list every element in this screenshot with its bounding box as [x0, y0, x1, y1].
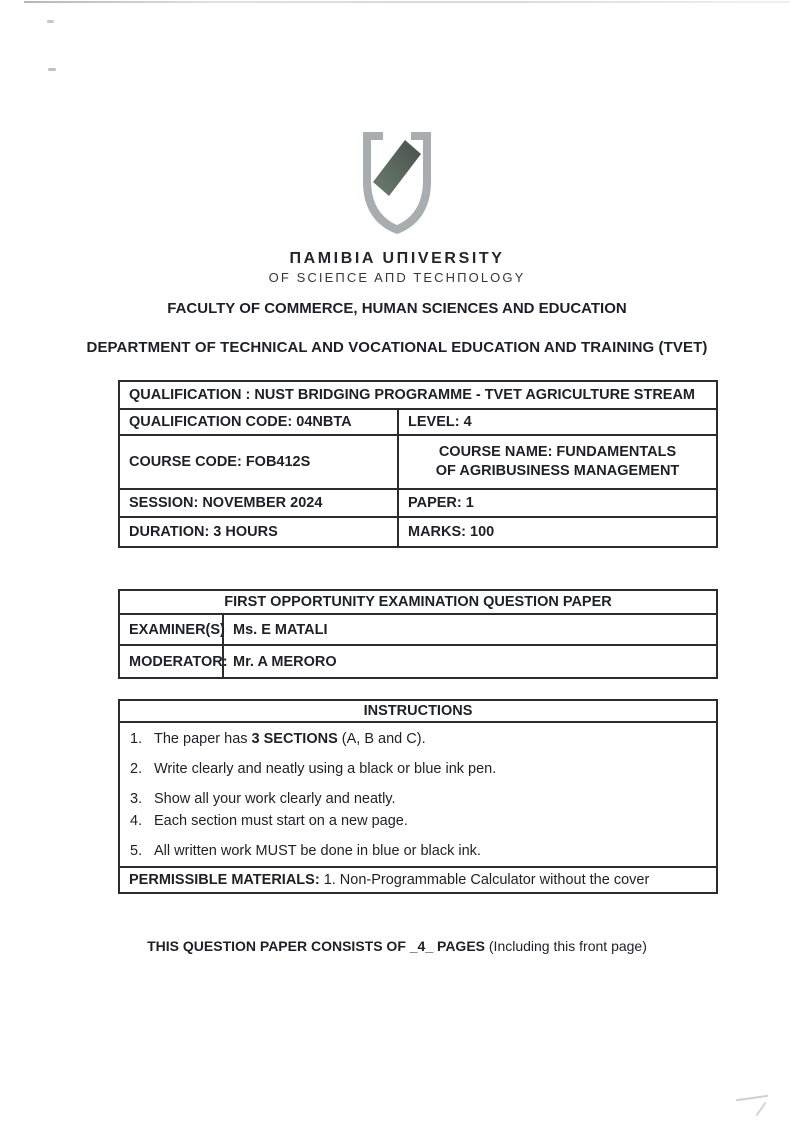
course-name-cell — [399, 436, 716, 488]
university-name: ΠAMIBIA UΠIVERSITY — [289, 250, 505, 267]
course-details-table — [118, 380, 718, 548]
item-text: Write clearly and neatly using a black or blue ink pen. — [154, 761, 497, 777]
paper-cell: PAPER: 1 — [408, 495, 474, 511]
instruction-item — [130, 841, 706, 861]
instruction-item — [130, 789, 706, 809]
table-row — [120, 591, 716, 613]
faculty-heading: FACULTY OF COMMERCE, HUMAN SCIENCES AND EDUCATION — [167, 300, 627, 317]
permissible-materials-row — [120, 866, 716, 892]
item-number: 4. — [130, 813, 143, 829]
scan-artifact-speck — [47, 20, 54, 23]
university-logo-block — [0, 0, 794, 285]
level-cell: LEVEL: 4 — [408, 414, 472, 430]
scan-artifact-top-line — [24, 1, 790, 3]
item-number: 2. — [130, 761, 143, 777]
examiner-label: EXAMINER(S) — [120, 615, 224, 644]
item-text: Show all your work clearly and neatly. — [154, 791, 396, 807]
tables-column — [118, 380, 718, 894]
course-code-cell: COURSE CODE: FOB412S — [120, 436, 399, 488]
qualification-code-cell: QUALIFICATION CODE: 04NBTA — [120, 410, 399, 434]
materials-text: 1. Non-Programmable Calculator without the cover — [323, 872, 650, 888]
moderator-label: MODERATOR: — [120, 646, 224, 677]
instruction-item — [130, 811, 706, 831]
university-shield-icon — [353, 128, 441, 238]
item-number: 1. — [130, 731, 143, 747]
university-subtitle: OF SCIEΠCE AΠD TECHΠOLOGY — [268, 270, 526, 285]
department-heading: DEPARTMENT OF TECHNICAL AND VOCATIONAL EDUCATION AND TRAINING (TVET) — [86, 339, 708, 356]
table-row — [120, 408, 716, 434]
duration-cell: DURATION: 3 HOURS — [120, 518, 399, 546]
scan-artifact-speck — [48, 68, 56, 71]
table-row — [120, 644, 716, 677]
moderator-name: Mr. A MERORO — [233, 653, 337, 670]
item-number: 3. — [130, 791, 143, 807]
page-count-line — [0, 938, 794, 954]
instructions-list — [120, 723, 716, 866]
course-name-line2: OF AGRIBUSINESS MANAGEMENT — [435, 463, 680, 479]
item-number: 5. — [130, 843, 143, 859]
scan-artifact-bottom-mark — [736, 1095, 768, 1101]
instructions-table — [118, 699, 718, 894]
examiner-name: Ms. E MATALI — [233, 621, 328, 638]
instruction-item — [130, 729, 706, 749]
session-cell: SESSION: NOVEMBER 2024 — [120, 490, 399, 516]
examiner-table — [118, 589, 718, 679]
scan-artifact-bottom-mark — [756, 1102, 767, 1116]
table-row — [120, 434, 716, 488]
page-count-regular: (Including this front page) — [488, 938, 647, 954]
item-text: Each section must start on a new page. — [154, 813, 408, 829]
marks-cell: MARKS: 100 — [408, 524, 495, 540]
course-name-line1: COURSE NAME: FUNDAMENTALS — [438, 444, 677, 460]
table-row — [120, 516, 716, 546]
exam-paper-title: FIRST OPPORTUNITY EXAMINATION QUESTION PAPER — [224, 594, 612, 610]
qualification-cell: QUALIFICATION : NUST BRIDGING PROGRAMME - TVET AGRICULTURE STREAM — [129, 387, 696, 403]
instruction-item — [130, 759, 706, 779]
table-row — [120, 382, 716, 408]
page-count-bold: THIS QUESTION PAPER CONSISTS OF _4_ PAGES — [147, 938, 485, 954]
item-text: All written work MUST be done in blue or black ink. — [154, 843, 481, 859]
table-row — [120, 613, 716, 644]
item-text: The paper has 3 SECTIONS (A, B and C). — [154, 731, 426, 747]
table-row — [120, 488, 716, 516]
materials-label: PERMISSIBLE MATERIALS: — [129, 872, 320, 888]
instructions-title: INSTRUCTIONS — [120, 701, 716, 723]
